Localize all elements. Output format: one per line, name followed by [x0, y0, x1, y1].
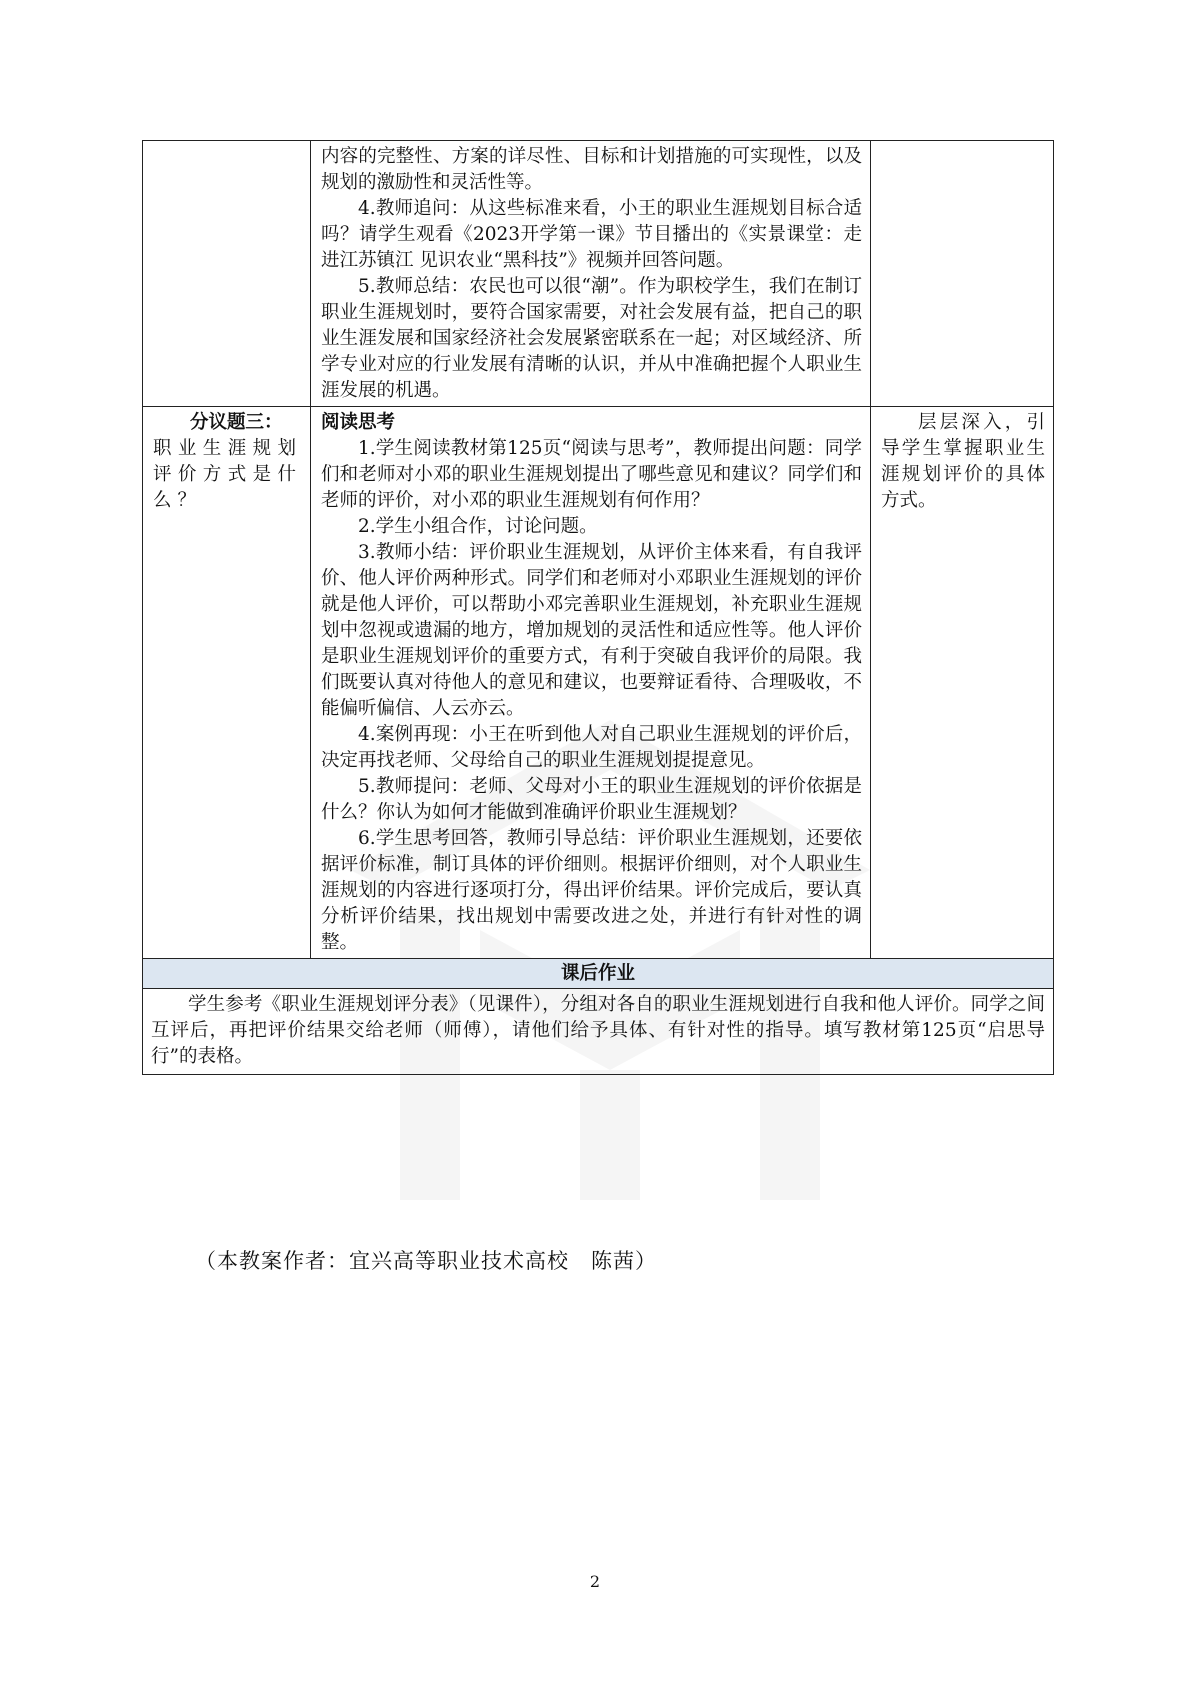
- activity-paragraph: 5.教师提问：老师、父母对小王的职业生涯规划的评价依据是什么？你认为如何才能做到准确评价职业生涯规划？: [321, 776, 862, 823]
- topic3-cell: [143, 407, 311, 959]
- topic3-title: 分议题三：: [190, 412, 283, 433]
- topic3-intent-cell: [871, 407, 1054, 959]
- activity-paragraph: 2.学生小组合作，讨论问题。: [358, 516, 598, 537]
- reading-section-title: 阅读思考: [321, 412, 396, 433]
- homework-body-row: [143, 989, 1054, 1075]
- homework-header-row: [143, 959, 1054, 989]
- table-row-topic3: [143, 407, 1054, 959]
- homework-title: 课后作业: [143, 959, 1054, 989]
- activity-cell-continued: [311, 141, 871, 407]
- activity-paragraph: 6.学生思考回答，教师引导总结：评价职业生涯规划，还要依据评价标准，制订具体的评价细则。根据评价细则，对个人职业生涯规划的内容进行逐项打分，得出评价结果。评价完成后，要认真分析评价结果，找出规划中需要改进之处，并进行有针对性的调整。: [321, 828, 862, 953]
- topic3-question: 职业生涯规划评价方式是什么？: [153, 438, 302, 511]
- activity-paragraph: 5.教师总结：农民也可以很“潮”。作为职校学生，我们在制订职业生涯规划时，要符合国家需要，对社会发展有益，把自己的职业生涯发展和国家经济社会发展紧密联系在一起；对区域经济、所学专业对应的行业发展有清晰的认识，并从中准确把握个人职业生涯发展的机遇。: [321, 276, 862, 401]
- author-line: （本教案作者：宜兴高等职业技术高校 陈茜）: [195, 1249, 657, 1273]
- activity-paragraph: 4.案例再现：小王在听到他人对自己职业生涯规划的评价后，决定再找老师、父母给自己的职业生涯规划提提意见。: [321, 724, 862, 771]
- activity-paragraph: 内容的完整性、方案的详尽性、目标和计划措施的可实现性，以及规划的激励性和灵活性等。: [321, 146, 862, 193]
- homework-text: 学生参考《职业生涯规划评分表》（见课件），分组对各自的职业生涯规划进行自我和他人评价。同学之间互评后，再把评价结果交给老师（师傅），请他们给予具体、有针对性的指导。填写教材第125页“启思导行”的表格。: [151, 994, 1045, 1067]
- activity-paragraph: 1.学生阅读教材第125页“阅读与思考”，教师提出问题：同学们和老师对小邓的职业生涯规划提出了哪些意见和建议？同学们和老师的评价，对小邓的职业生涯规划有何作用？: [321, 438, 862, 511]
- lesson-plan-table: [142, 140, 1054, 1075]
- homework-cell: [143, 989, 1054, 1075]
- page-number: 2: [589, 1572, 601, 1591]
- design-intent-text: 层层深入，引导学生掌握职业生涯规划评价的具体方式。: [881, 412, 1045, 511]
- table-row-continued: [143, 141, 1054, 407]
- topic-cell-empty: [143, 141, 311, 407]
- topic3-activity-cell: [311, 407, 871, 959]
- intent-cell-empty: [871, 141, 1054, 407]
- activity-paragraph: 3.教师小结：评价职业生涯规划，从评价主体来看，有自我评价、他人评价两种形式。同学们和老师对小邓职业生涯规划的评价就是他人评价，可以帮助小邓完善职业生涯规划，补充职业生涯规划中忽视或遗漏的地方，增加规划的灵活性和适应性等。他人评价是职业生涯规划评价的重要方式，有利于突破自我评价的局限。我们既要认真对待他人的意见和建议，也要辩证看待、合理吸收，不能偏听偏信、人云亦云。: [321, 542, 862, 719]
- activity-paragraph: 4.教师追问：从这些标准来看，小王的职业生涯规划目标合适吗？请学生观看《2023开学第一课》节目播出的《实景课堂：走进江苏镇江 见识农业“黑科技”》视频并回答问题。: [321, 198, 862, 271]
